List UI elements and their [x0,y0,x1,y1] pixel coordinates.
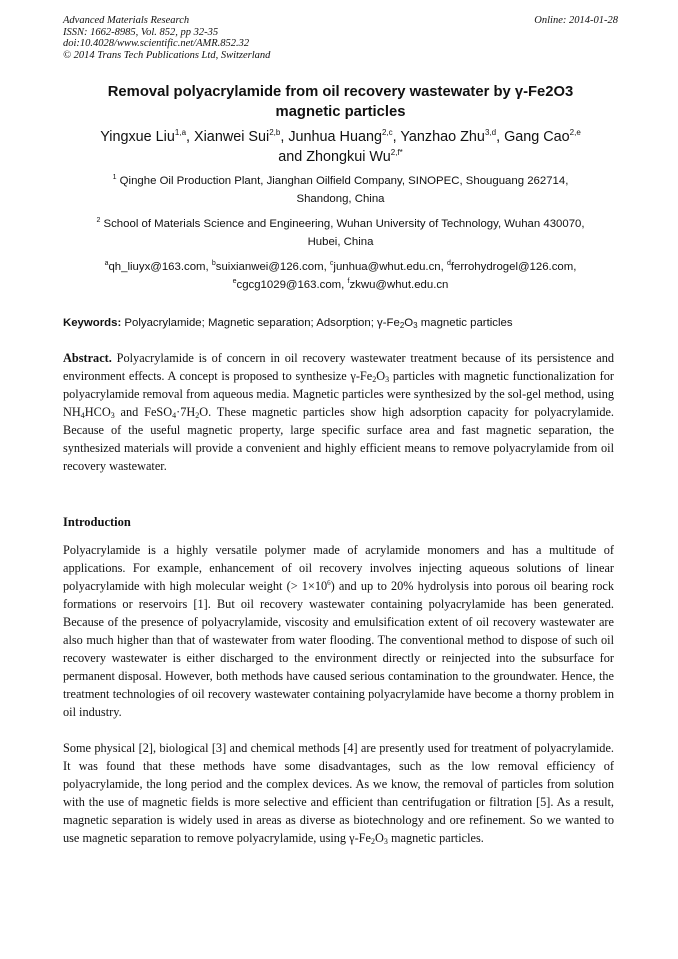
email-address: ferrohydrogel@126.com [450,261,574,273]
copyright-line: © 2014 Trans Tech Publications Ltd, Switzerland [63,49,271,61]
keywords-label: Keywords: [63,317,122,329]
abstract [63,349,614,475]
intro-paragraph-2: Some physical [2], biological [3] and chemical methods [4] are presently used for treatment of polyacrylamide. It was found that these methods have some disadvantages, such as the low removal efficiency of polyacrylamide, the long period and the complex devices. As we know, the removal of particles from solution with the use of magnetic fields is more selective and efficient than centrifugation or filtration [5]. As a result, magnetic separation is widely used in areas as diverse as biotechnology and ore refinement. So we wanted to use magnetic separation to remove polyacrylamide, using $\gamma-Fe_2O_3$ magnetic particles. [63,741,614,846]
title-line-2: magnetic particles [275,104,406,120]
affiliation-line: Qinghe Oil Production Plant, Jianghan Oilfield Company, SINOPEC, Shouguang 262714, [119,175,569,187]
author-name: Xianwei Sui [194,129,270,145]
author-name: Zhongkui Wu [306,149,391,165]
email-address: junhua@whut.edu.cn [333,261,441,273]
journal-name: Advanced Materials Research [63,15,190,26]
affiliation-sup: 2 [96,217,101,224]
affiliation-sup: 1 [112,174,117,181]
doi-line: doi:10.4028/www.scientific.net/AMR.852.32 [63,38,250,49]
email-sup: e [232,278,237,285]
author-sup: 2,c [381,128,393,137]
authors-conjunction: and [278,149,303,165]
issn-line: ISSN: 1662-8985, Vol. 852, pp 32-35 [63,26,219,38]
author-name: Yanzhao Zhu [400,129,485,145]
email-address: cgcg1029@163.com [236,279,342,291]
author-name: Junhua Huang [288,129,382,145]
author-name: Gang Cao [504,129,570,145]
abstract-label: Abstract. [63,351,112,365]
keywords-text: Polyacrylamide; Magnetic separation; Adsorption; $\gamma-Fe_2O_3$ magnetic particles [124,317,513,330]
email-address: suixianwei@126.com [215,261,324,273]
section-heading-introduction: Introduction [63,515,131,529]
email-sup: d [446,260,451,267]
email-sup: a [104,260,109,267]
email-sup: c [329,260,334,267]
author-sup: 2,b [269,128,281,137]
title-line-1: Removal polyacrylamide from oil recovery wastewater by γ-Fe2O3 [107,84,574,100]
affiliation-line: School of Materials Science and Engineering, Wuhan University of Technology, Wuhan 430070, [103,218,585,230]
author-list: Yingxue Liu$^{1,a}$, Xianwei Sui$^{2,b}$, Junhua Huang$^{2,c}$, Yanzhao Zhu$^{3,d}$, Gang Cao$^{2,e}$ and Zhongkui $Wu^{2,f*}$ [100,128,581,165]
email-list: $^a$qh_liuyx@163.com, $^b$suixianwei@126.com, $^c$junhua@whut.edu.cn, $^d$ferrohydrogel@126.com, $^e$cgcg1029@163.com, $^f$zkwu@whut.edu.cn [104,260,577,291]
email-sup: b [211,260,216,267]
author-sup: 3,d [484,128,497,137]
affiliation-line: Hubei, China [307,236,374,248]
author-sup: 1,a [174,128,187,137]
author-name: Yingxue Liu [100,129,175,145]
affiliation-2 [63,215,618,251]
author-sup: 2,e [569,128,581,137]
journal-header [63,15,618,61]
author-sup: 2,f* [390,148,403,157]
affiliation-1 [63,172,618,208]
intro-paragraph-1: Polyacrylamide is a highly versatile polymer made of acrylamide monomers and has a multitude of applications. For example, enhancement of oil recovery involves injecting aqueous solutions of linear polyacrylamide with high molecular weight (> $1\times 10^6$) and up to 20% hydrolysis into porous oil bearing rock formations or reservoirs [1]. But oil recovery wastewater containing polyacrylamide has been generated. Because of the presence of polyacrylamide, viscosity and emulsification extent of oil recovery wastewater are also much higher than that of wastewater from water flooding. The conventional method to dispose of such oil recovery wastewater is either discharged to the environment directly or reinjected into the subsurface for permanent disposal. However, both methods have caused serious contamination to the groundwater. Hence, the treatment technologies of oil recovery wastewater containing polyacrylamide have become a thorny problem in oil industry. [63,543,614,719]
keywords [63,315,618,331]
email-sup: f [347,278,350,285]
online-date: Online: 2014-01-28 [534,15,618,26]
abstract-text: Polyacrylamide is of concern in oil recovery wastewater treatment because of its persistence and environment effects. A concept is proposed to synthesize $\gamma-Fe_2O_3$ particles with magnetic functionalization for polyacrylamide removal from aqueous media. Magnetic particles were synthesized by the sol-gel method, using $NH_4HCO_3$ and $FeSO_4\cdot 7H_2O$. These magnetic particles show high adsorption capacity for polyacrylamide. Because of the useful magnetic property, large specific surface area and fast magnetic separation, the synthesized materials will provide a convenient and highly efficient means to remove polyacrylamide from oil recovery wastewater. [63,351,615,473]
email-address: qh_liuyx@163.com [108,261,206,273]
affiliation-line: Shandong, China [296,193,385,205]
paper-title [63,82,618,122]
email-address: zkwu@whut.edu.cn [349,279,449,291]
